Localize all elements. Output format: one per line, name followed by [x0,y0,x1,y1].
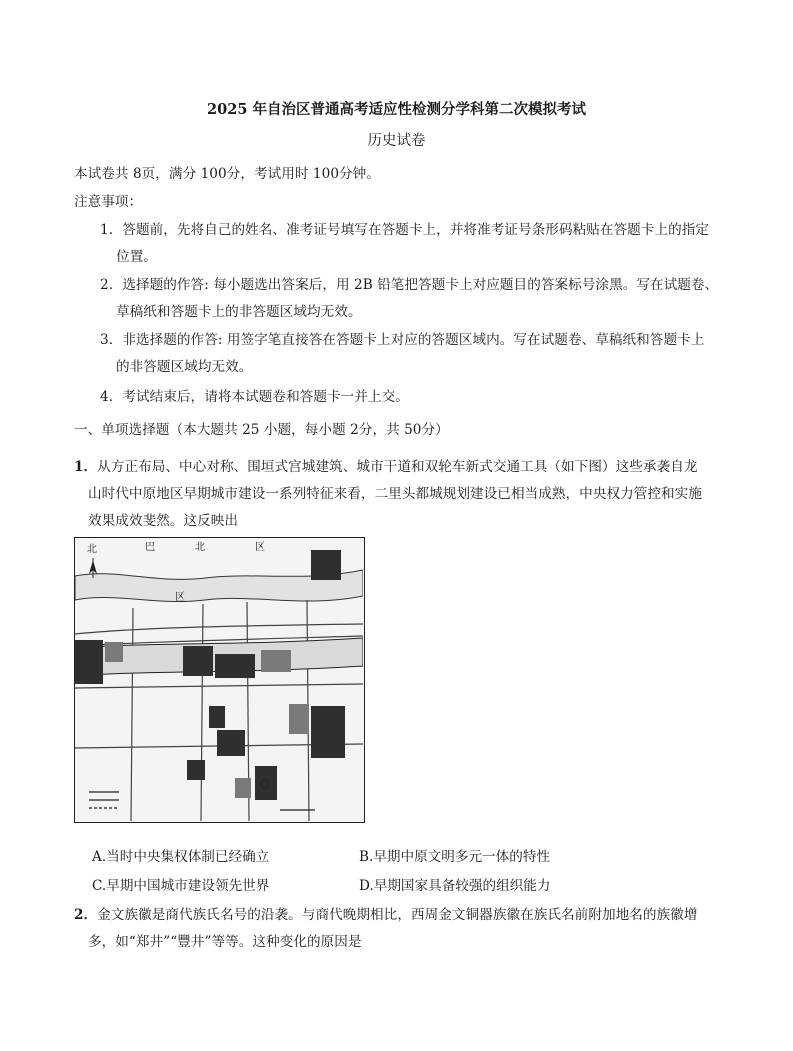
map-label: 北 [195,542,205,553]
option-d[interactable]: D.早期国家具备较强的组织能力 [359,878,551,894]
option-b[interactable]: B.早期中原文明多元一体的特性 [359,849,551,865]
notice-number: 1． [100,222,123,238]
notice-text: 选择题的作答: 每小题选出答案后，用 2B 铅笔把答题卡上对应题目的答案标号涂黑。写在试题卷、 [122,277,719,293]
notice-number: 4． [100,389,123,405]
erlitou-map-figure [74,537,365,823]
notice-3 [100,328,704,348]
question-2 [74,903,697,923]
section-heading: 一、单项选择题（本大题共 25 小题，每小题 2分，共 50分） [74,422,449,438]
notice-2-cont: 草稿纸和答题卡上的非答题区域均无效。 [116,304,362,320]
notice-4 [100,385,409,405]
notice-number: 2． [100,277,123,293]
question-text: 金文族徽是商代族氏名号的沿袭。与商代晚期相比，西周金文铜器族徽在族氏名前附加地名的族徽增 [97,907,698,923]
question-1-line3: 效果成效斐然。这反映出 [88,513,239,529]
map-label: 北 [87,544,97,555]
notice-heading: 注意事项： [74,194,143,210]
map-label: 区 [255,542,265,553]
notice-1-cont: 位置。 [116,249,157,265]
option-a[interactable]: A.当时中央集权体制已经确立 [92,849,270,865]
notice-text: 答题前，先将自己的姓名、准考证号填写在答题卡上，并将准考证号条形码粘贴在答题卡上的指定 [122,222,710,238]
question-2-line2: 多，如“郑井”“豐井”等等。这种变化的原因是 [88,934,362,950]
question-number: 2． [74,907,98,923]
map-label: 巴 [145,542,155,553]
question-number: 1． [74,459,98,475]
question-1 [74,455,697,475]
notice-number: 3． [100,332,123,348]
map-label: 区 [175,592,185,603]
option-c[interactable]: C.早期中国城市建设领先世界 [92,878,270,894]
notice-2 [100,273,718,293]
notice-text: 非选择题的作答: 用签字笔直接答在答题卡上对应的答题区域内。写在试题卷、草稿纸和答题卡上 [122,332,705,348]
notice-3-cont: 的非答题区域均无效。 [116,359,253,375]
exam-title: 2025 年自治区普通高考适应性检测分学科第二次模拟考试 [207,101,586,118]
notice-text: 考试结束后，请将本试题卷和答题卡一并上交。 [122,389,409,405]
notice-1 [100,218,709,238]
exam-subtitle: 历史试卷 [367,133,426,149]
exam-summary: 本试卷共 8页，满分 100分，考试用时 100分钟。 [74,166,380,182]
question-1-line2: 山时代中原地区早期城市建设一系列特征来看，二里头都城规划建设已相当成熟，中央权力管控和实施 [88,486,702,502]
question-text: 从方正布局、中心对称、围垣式宫城建筑、城市干道和双轮车新式交通工具（如下图）这些承袭自龙 [97,459,698,475]
